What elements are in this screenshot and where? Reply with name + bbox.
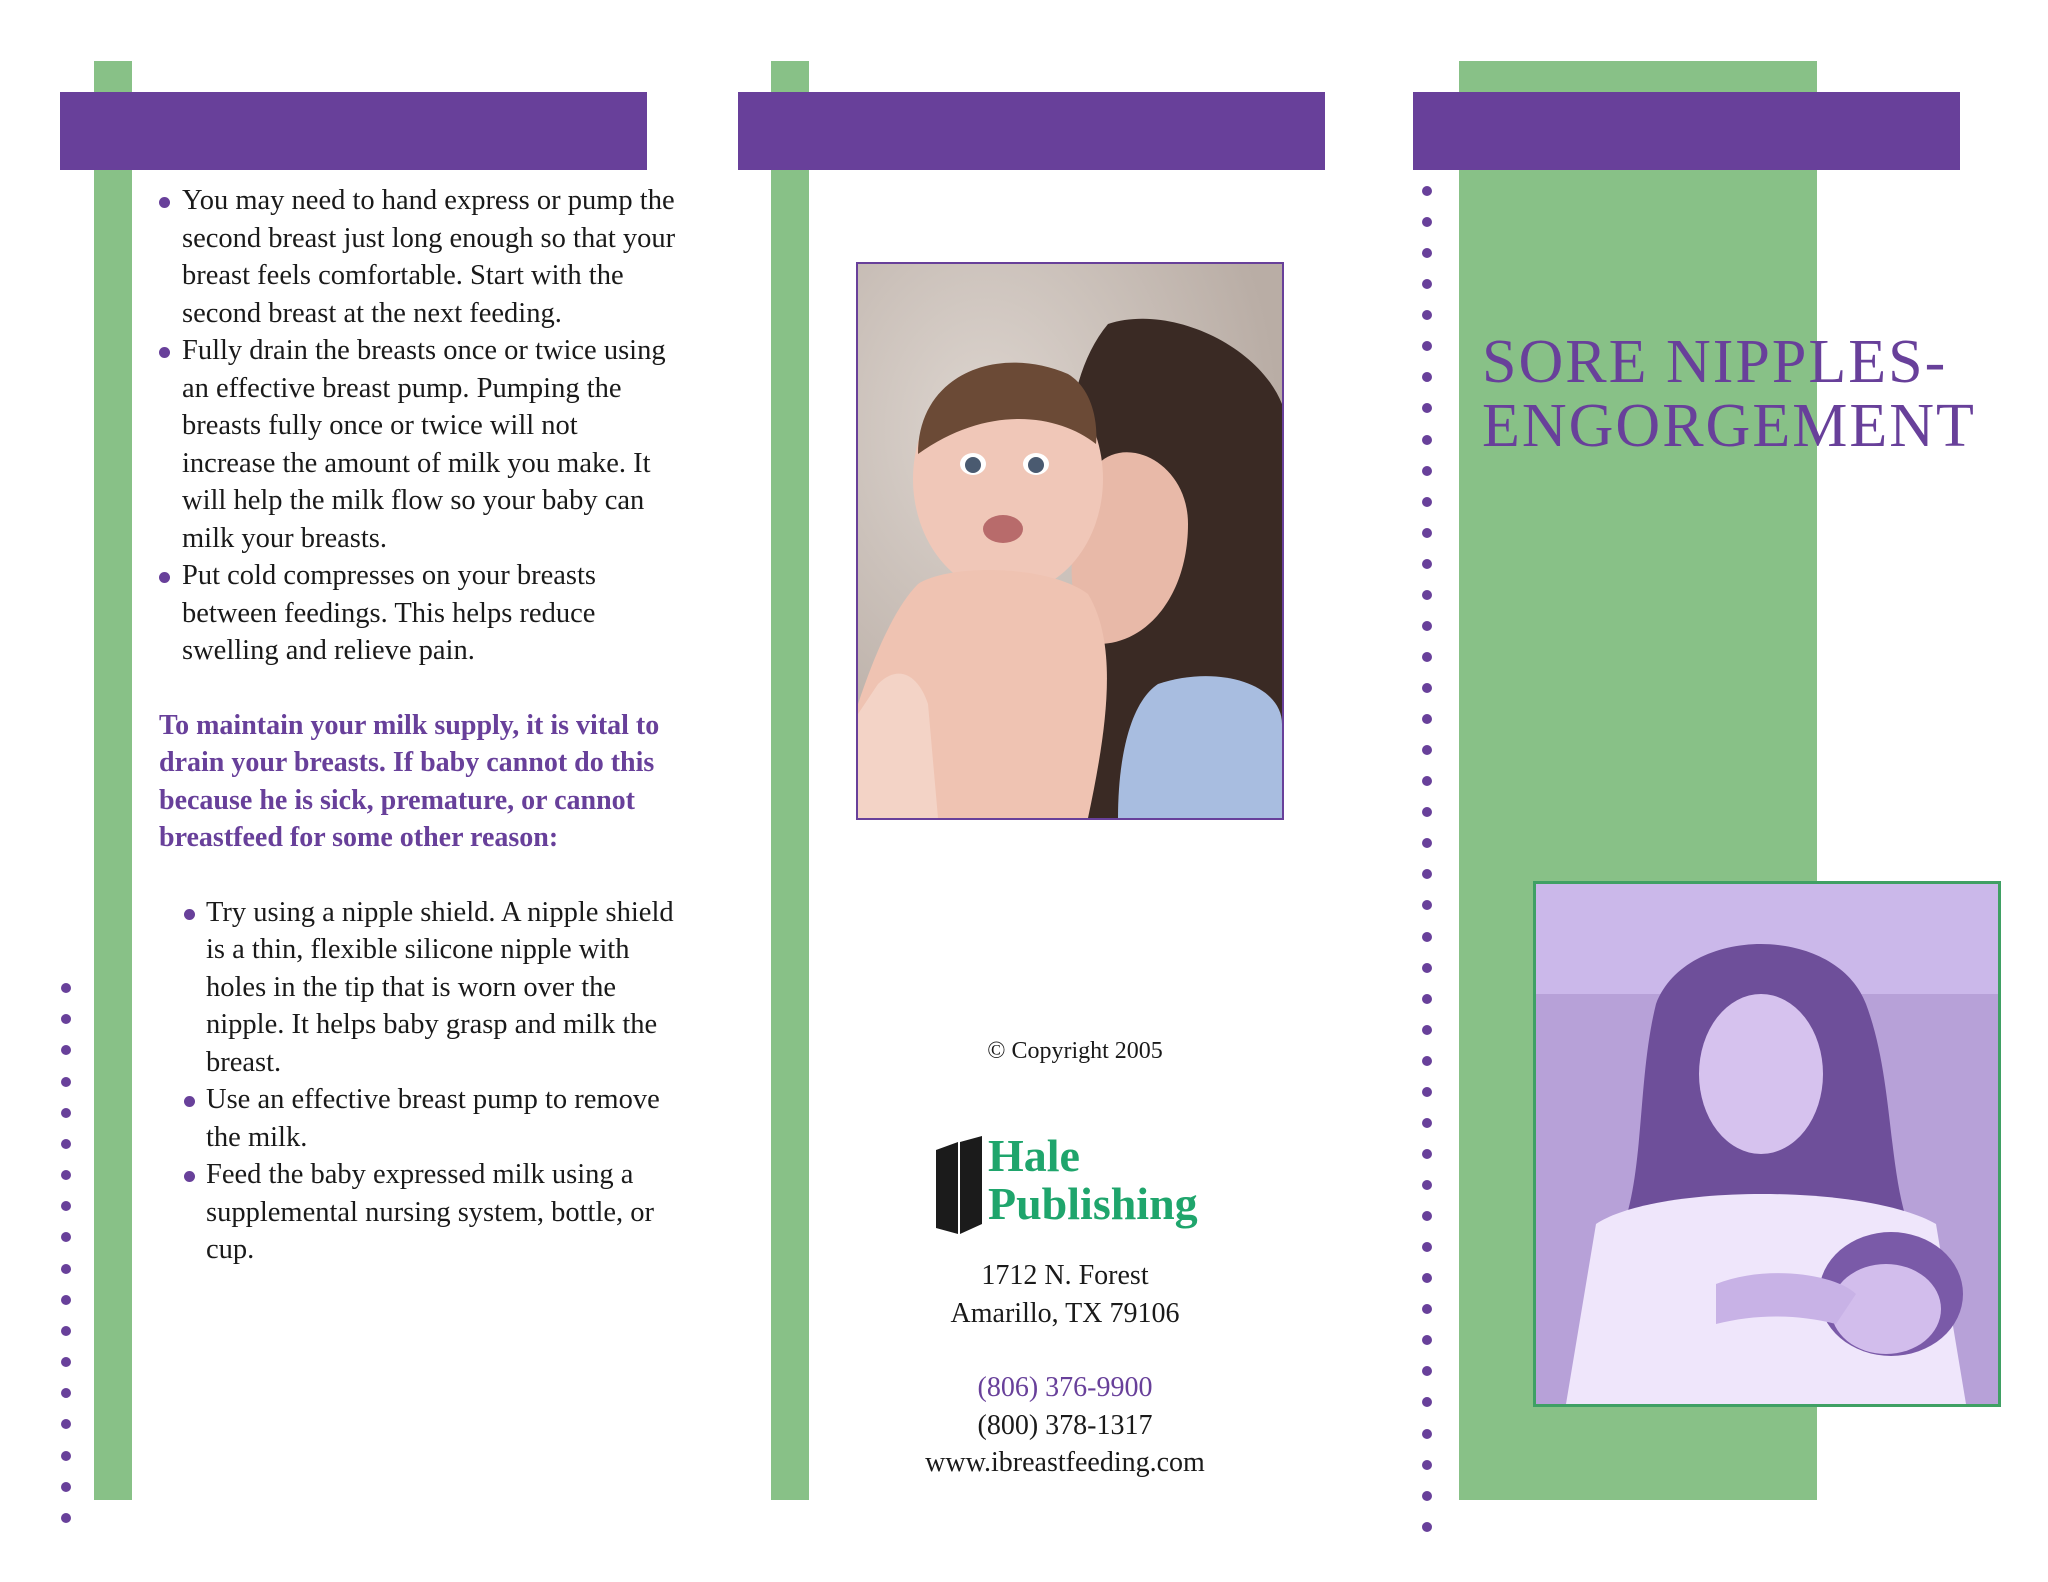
decorative-dot bbox=[61, 1357, 71, 1367]
decorative-dot bbox=[1422, 745, 1432, 755]
decorative-dot bbox=[61, 1108, 71, 1118]
address-street: 1712 N. Forest bbox=[981, 1260, 1149, 1291]
decorative-dot bbox=[1422, 372, 1432, 382]
decorative-dot bbox=[1422, 217, 1432, 227]
list-item: You may need to hand express or pump the second breast just long enough so that your breast feels comfortable. Start with the second breast at the next feeding. bbox=[156, 182, 676, 332]
decorative-dot bbox=[1422, 403, 1432, 413]
decorative-dot bbox=[61, 1232, 71, 1242]
panel1-bullet-list-top bbox=[156, 182, 676, 670]
milk-supply-emphasis: To maintain your milk supply, it is vital to drain your breasts. If baby cannot do this because he is sick, premature, or cannot breastfeed for some other reason: bbox=[159, 709, 660, 853]
decorative-dot bbox=[1422, 310, 1432, 320]
decorative-dot bbox=[1422, 1335, 1432, 1345]
decorative-dot bbox=[1422, 590, 1432, 600]
decorative-dot bbox=[61, 1326, 71, 1336]
mother-breastfeeding-photo bbox=[1533, 881, 2001, 1407]
decorative-dot bbox=[1422, 932, 1432, 942]
decorative-dot bbox=[1422, 497, 1432, 507]
decorative-dot bbox=[1422, 248, 1432, 258]
address-city: Amarillo, TX 79106 bbox=[950, 1297, 1180, 1329]
photo-illustration bbox=[858, 264, 1282, 818]
publisher-name: Hale Publishing bbox=[988, 1130, 1198, 1229]
panel2-header-band bbox=[738, 92, 1325, 170]
website-link[interactable]: www.ibreastfeeding.com bbox=[925, 1447, 1205, 1478]
decorative-dot bbox=[1422, 279, 1432, 289]
decorative-dot bbox=[1422, 807, 1432, 817]
decorative-dot bbox=[1422, 1429, 1432, 1439]
decorative-dot bbox=[1422, 1273, 1432, 1283]
decorative-dot bbox=[1422, 869, 1432, 879]
contact-info bbox=[880, 1257, 1250, 1482]
decorative-dot bbox=[61, 1077, 71, 1087]
decorative-dot bbox=[61, 1482, 71, 1492]
phone-number-local: (806) 376-9900 bbox=[977, 1372, 1153, 1403]
decorative-dot bbox=[61, 1201, 71, 1211]
brochure-title: SORE NIPPLES- ENGORGEMENT bbox=[1482, 328, 1976, 460]
photo-illustration bbox=[1536, 884, 1998, 1404]
decorative-dot bbox=[1422, 900, 1432, 910]
decorative-dot bbox=[61, 983, 71, 993]
panel1-content bbox=[156, 182, 676, 1269]
decorative-dot bbox=[61, 1513, 71, 1523]
panel1-bullet-list-bottom bbox=[156, 894, 676, 1269]
decorative-dot bbox=[1422, 838, 1432, 848]
decorative-dot bbox=[1422, 186, 1432, 196]
decorative-dot bbox=[1422, 1211, 1432, 1221]
decorative-dot bbox=[1422, 435, 1432, 445]
decorative-dot bbox=[61, 1170, 71, 1180]
panel1-green-stripe bbox=[94, 61, 132, 1500]
decorative-dot bbox=[1422, 528, 1432, 538]
decorative-dot bbox=[1422, 652, 1432, 662]
decorative-dot bbox=[1422, 1056, 1432, 1066]
decorative-dot bbox=[1422, 1491, 1432, 1501]
panel3-header-band bbox=[1413, 92, 1960, 170]
decorative-dot bbox=[1422, 559, 1432, 569]
list-item: Put cold compresses on your breasts between feedings. This helps reduce swelling and relieve pain. bbox=[156, 557, 676, 670]
mother-kissing-baby-photo bbox=[856, 262, 1284, 820]
decorative-dot bbox=[1422, 621, 1432, 631]
decorative-dot bbox=[61, 1045, 71, 1055]
phone-number-tollfree: (800) 378-1317 bbox=[977, 1409, 1153, 1441]
decorative-dot bbox=[61, 1419, 71, 1429]
decorative-dot bbox=[1422, 1118, 1432, 1128]
decorative-dot bbox=[1422, 963, 1432, 973]
decorative-dot bbox=[1422, 1087, 1432, 1097]
decorative-dot bbox=[1422, 1304, 1432, 1314]
decorative-dot bbox=[1422, 714, 1432, 724]
decorative-dot bbox=[1422, 683, 1432, 693]
decorative-dot bbox=[61, 1295, 71, 1305]
decorative-dot bbox=[61, 1014, 71, 1024]
decorative-dot bbox=[1422, 1366, 1432, 1376]
panel3-dot-column bbox=[1422, 186, 1432, 1532]
decorative-dot bbox=[1422, 1149, 1432, 1159]
decorative-dot bbox=[1422, 776, 1432, 786]
decorative-dot bbox=[61, 1264, 71, 1274]
hale-publishing-logo bbox=[936, 1132, 1256, 1242]
decorative-dot bbox=[1422, 1522, 1432, 1532]
list-item: Try using a nipple shield. A nipple shield is a thin, flexible silicone nipple with holes in the tip that is worn over the nipple. It helps baby grasp and milk the breast. bbox=[156, 894, 676, 1082]
decorative-dot bbox=[61, 1451, 71, 1461]
decorative-dot bbox=[1422, 466, 1432, 476]
list-item: Fully drain the breasts once or twice using an effective breast pump. Pumping the breasts fully once or twice will not increase the amount of milk you make. It will help the milk flow so your baby can milk your breasts. bbox=[156, 332, 676, 557]
list-item: Feed the baby expressed milk using a supplemental nursing system, bottle, or cup. bbox=[156, 1156, 676, 1269]
panel1-header-band bbox=[60, 92, 647, 170]
decorative-dot bbox=[1422, 1025, 1432, 1035]
list-item: Use an effective breast pump to remove the milk. bbox=[156, 1081, 676, 1156]
decorative-dot bbox=[61, 1139, 71, 1149]
decorative-dot bbox=[1422, 1242, 1432, 1252]
decorative-dot bbox=[1422, 994, 1432, 1004]
copyright-notice: © Copyright 2005 bbox=[987, 1038, 1163, 1064]
decorative-dot bbox=[1422, 1460, 1432, 1470]
decorative-dot bbox=[1422, 1180, 1432, 1190]
decorative-dot bbox=[61, 1388, 71, 1398]
decorative-dot bbox=[1422, 341, 1432, 351]
panel1-dot-column bbox=[61, 983, 71, 1523]
decorative-dot bbox=[1422, 1397, 1432, 1407]
panel2-green-stripe bbox=[771, 61, 809, 1500]
book-icon bbox=[936, 1136, 982, 1234]
